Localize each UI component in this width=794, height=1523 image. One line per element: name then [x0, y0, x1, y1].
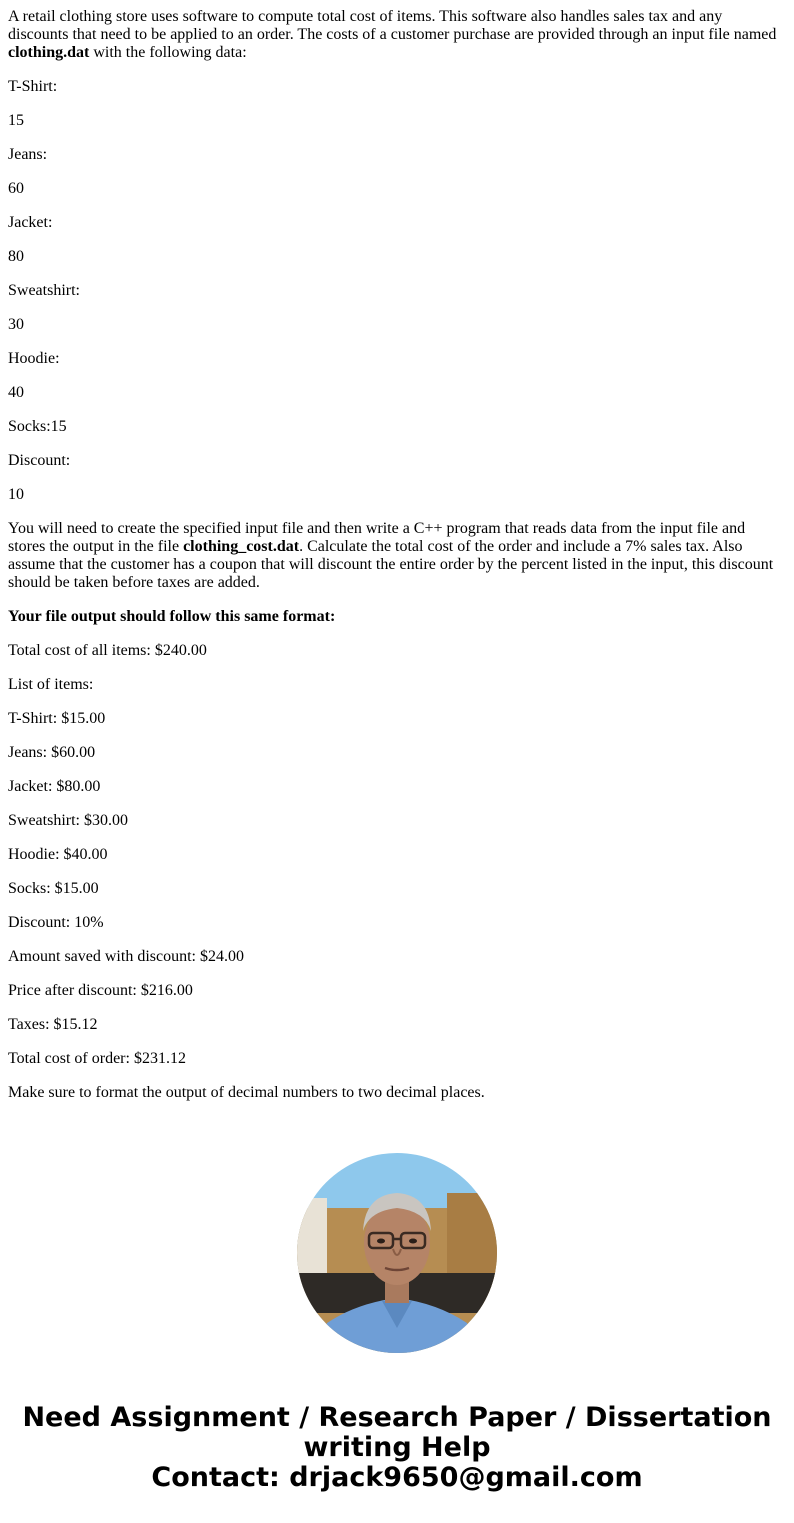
input-line: Discount:	[8, 452, 71, 469]
output-line: Total cost of order: $231.12	[8, 1050, 186, 1067]
output-line: List of items:	[8, 676, 94, 693]
output-line: Price after discount: $216.00	[8, 982, 193, 999]
avatar	[297, 1153, 497, 1353]
input-line: Jacket:	[8, 214, 53, 231]
output-line: T-Shirt: $15.00	[8, 710, 106, 727]
intro-text: A retail clothing store uses software to compute total cost of items. This software also handles sales tax and any discounts that need to be applied to an order. The costs of a customer purchase are provided through an input file named	[8, 8, 777, 43]
contact-banner	[0, 1403, 794, 1493]
input-file-name: clothing.dat	[8, 44, 90, 61]
output-line: Jeans: $60.00	[8, 744, 96, 761]
output-line: Discount: 10%	[8, 914, 104, 931]
intro-paragraph	[8, 8, 786, 62]
banner-line: writing Help	[303, 1432, 491, 1463]
instructions-text: You will need to create the specified input file and then write a C++ program that reads data from the input file and stores the output in the file	[8, 520, 746, 555]
input-line: 10	[8, 486, 24, 503]
problem-statement	[8, 8, 786, 1118]
instructions-text-end: . Calculate the total cost of the order and include a 7% sales tax. Also assume that the customer has a coupon that will discount the entire order by the percent listed in the input, this discount should be taken before taxes are added.	[8, 538, 774, 591]
output-line: Taxes: $15.12	[8, 1016, 98, 1033]
banner-line: Need Assignment / Research Paper / Dissertation	[22, 1402, 772, 1433]
input-line: 30	[8, 316, 24, 333]
instructions-paragraph	[8, 520, 786, 592]
input-line: 40	[8, 384, 24, 401]
output-line: Hoodie: $40.00	[8, 846, 108, 863]
input-line: Sweatshirt:	[8, 282, 80, 299]
format-heading	[8, 608, 786, 626]
output-line: Amount saved with discount: $24.00	[8, 948, 244, 965]
output-line: Jacket: $80.00	[8, 778, 101, 795]
output-line: Socks: $15.00	[8, 880, 99, 897]
input-line: T-Shirt:	[8, 78, 58, 95]
input-line: Jeans:	[8, 146, 48, 163]
input-line: 15	[8, 112, 24, 129]
output-line: Total cost of all items: $240.00	[8, 642, 207, 659]
input-line: Socks:15	[8, 418, 67, 435]
output-file-name: clothing_cost.dat	[183, 538, 300, 555]
input-line: Hoodie:	[8, 350, 60, 367]
portrait-image	[297, 1153, 497, 1353]
intro-text-end: with the following data:	[89, 44, 247, 61]
input-line: 60	[8, 180, 24, 197]
input-line: 80	[8, 248, 24, 265]
format-heading-text: Your file output should follow this same format:	[8, 608, 336, 625]
contact-email: Contact: drjack9650@gmail.com	[151, 1462, 643, 1493]
output-line: Sweatshirt: $30.00	[8, 812, 128, 829]
closing-note: Make sure to format the output of decimal numbers to two decimal places.	[8, 1084, 485, 1101]
